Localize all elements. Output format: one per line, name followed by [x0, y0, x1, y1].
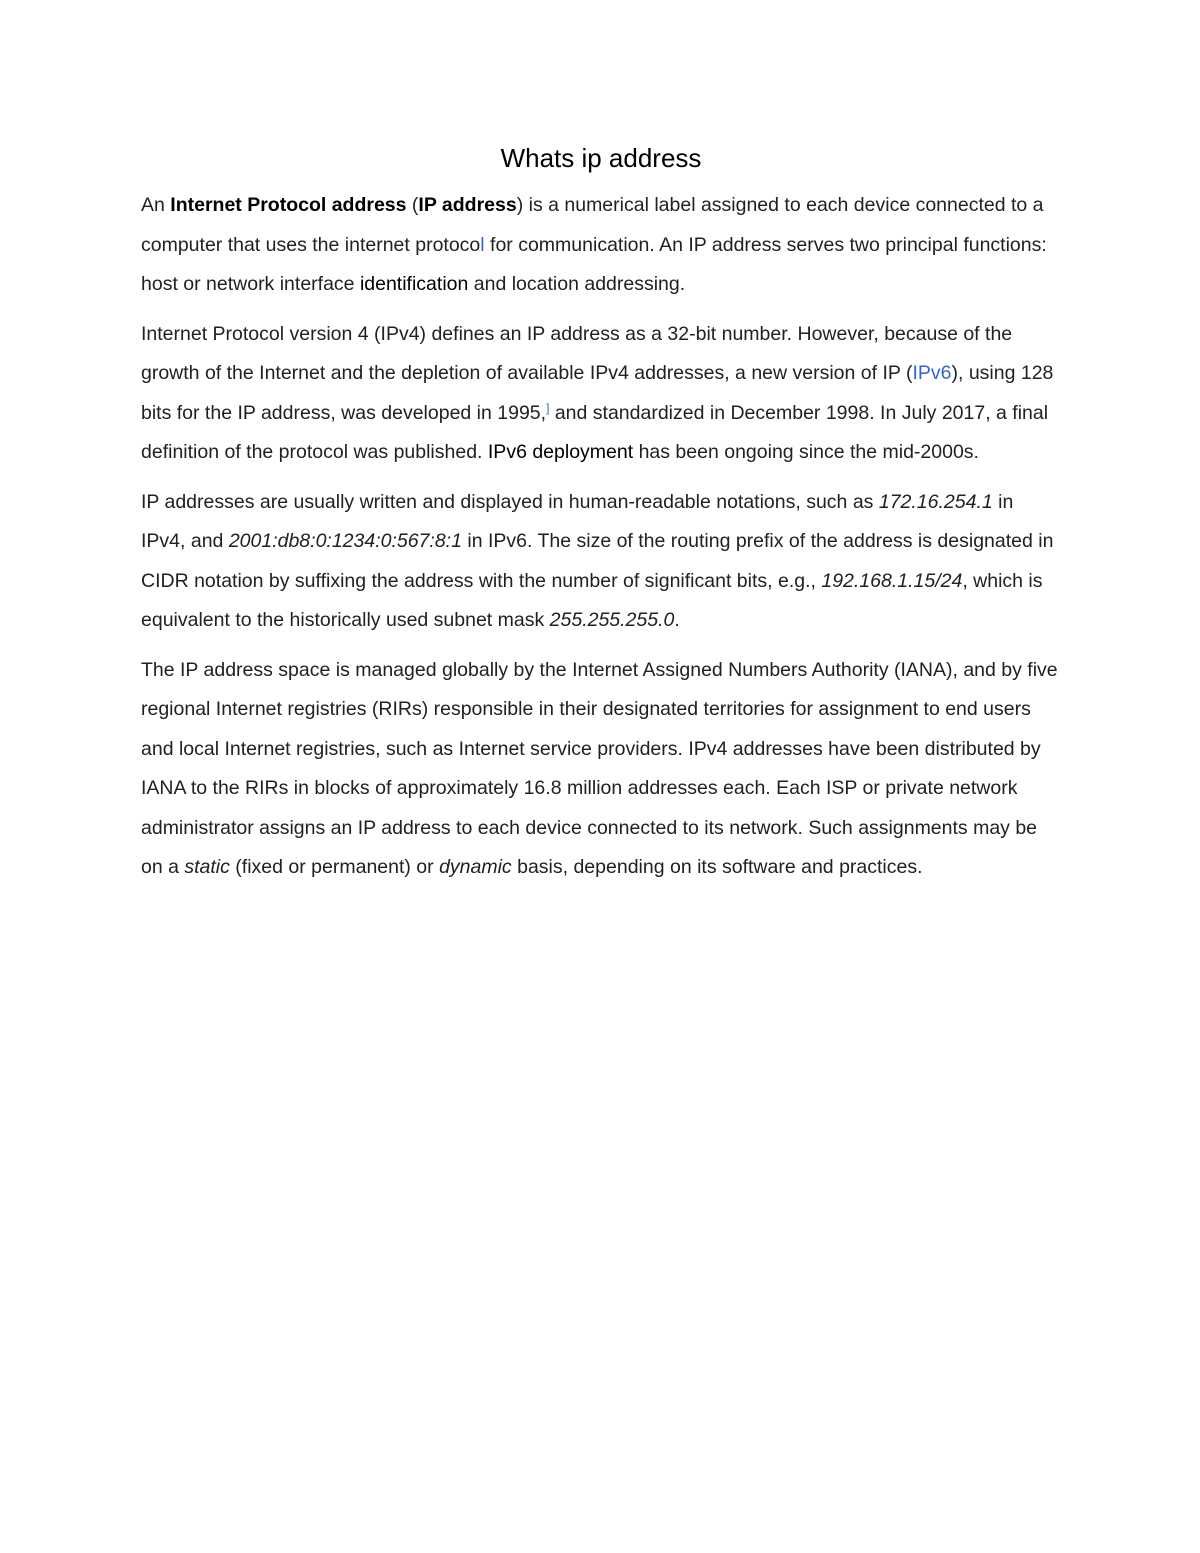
text-segment: and standardized in December 1998. In July 2017, a final definition of the protocol was published. [141, 401, 1049, 463]
text-segment: in IPv4, and [141, 490, 1014, 552]
text-segment: Internet Protocol version 4 (IPv4) defines an IP address as a 32-bit number. However, because of the growth of the Internet and the depletion of available IPv4 addresses, a new version of IP ( [141, 322, 1013, 384]
example-cidr: 192.168.1.15/24 [821, 569, 963, 592]
text-segment: . [674, 609, 680, 631]
text-segment: (fixed or permanent) or [229, 856, 440, 878]
example-subnet-mask: 255.255.255.0 [549, 609, 675, 631]
text-segment: , which is equivalent to the historically used subnet mask [141, 569, 1043, 631]
text-segment: ( [406, 194, 419, 216]
text-segment: and location addressing. [468, 273, 686, 295]
term-dynamic: dynamic [439, 856, 512, 878]
term-ipv6-deployment: IPv6 deployment [487, 441, 634, 463]
example-ipv4-address: 172.16.254.1 [878, 490, 993, 513]
text-segment: ) is a numerical label assigned to each device connected to a computer that uses the internet protoco [141, 194, 1044, 256]
text-segment: The IP address space is managed globally by the Internet Assigned Numbers Authority (IANA), and by five regional Internet registries (RIRs) responsible in their designated territories for assignment to end users and local Internet registries, such as Internet service providers. IPv4 addresses have been distributed by IANA to the RIRs in blocks of approximately 16.8 million addresses each. Each ISP or private network administrator assigns an IP address to each device connected to its network. Such assignments may be on a [141, 658, 1058, 878]
paragraph-iana [141, 651, 1061, 888]
paragraph-ipv4-ipv6 [141, 315, 1061, 473]
bold-term-ip-address: IP address [418, 194, 517, 216]
text-segment: IP addresses are usually written and displayed in human-readable notations, such as [141, 490, 879, 513]
example-ipv6-address: 2001:db8:0:1234:0:567:8:1 [228, 530, 462, 552]
text-segment: basis, depending on its software and practices. [511, 856, 923, 878]
link-protocol[interactable]: l [480, 233, 485, 256]
paragraph-ip-definition [141, 186, 1061, 305]
text-segment: An [141, 194, 171, 216]
link-ipv6[interactable]: IPv6 [912, 362, 952, 384]
document-title: Whats ip address [500, 143, 702, 173]
bold-term-internet-protocol-address: Internet Protocol address [170, 194, 407, 216]
term-static: static [184, 856, 230, 878]
citation-marker[interactable]: ] [546, 400, 550, 415]
paragraph-notation [141, 483, 1061, 641]
document-body [141, 138, 1061, 898]
text-segment: has been ongoing since the mid-2000s. [633, 441, 979, 463]
text-segment: in IPv6. The size of the routing prefix of the address is designated in CIDR notation by suffixing the address with the number of significant bits, e.g., [141, 530, 1054, 592]
term-identification: identification [359, 273, 469, 295]
text-segment: ), using 128 bits for the IP address, was developed in 1995, [141, 362, 1054, 424]
text-segment: for communication. An IP address serves two principal functions: host or network interface [141, 233, 1047, 295]
